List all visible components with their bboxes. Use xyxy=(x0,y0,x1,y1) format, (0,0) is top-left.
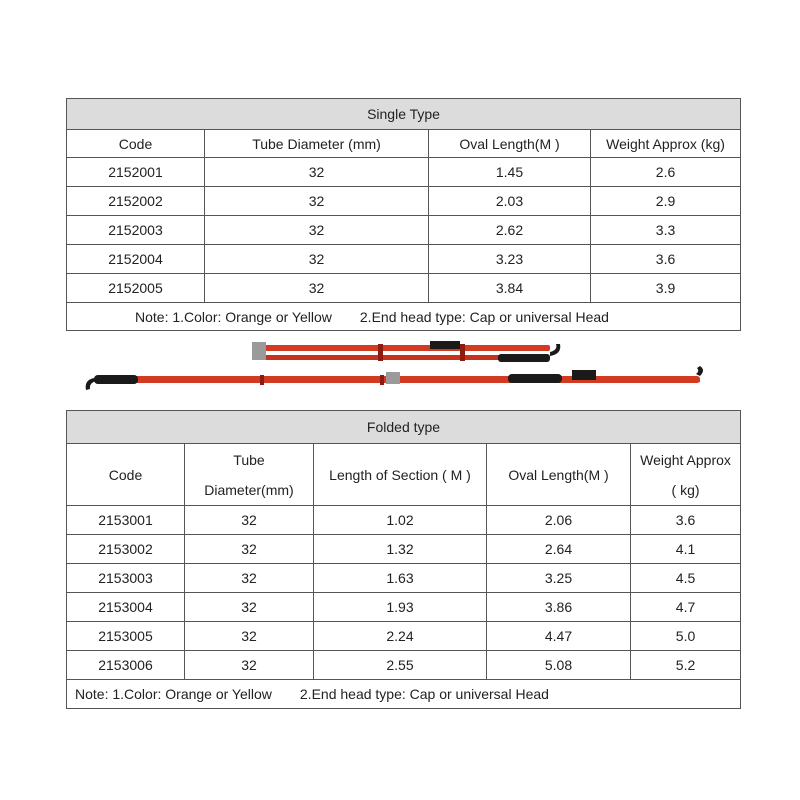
cell-tube-diameter: 32 xyxy=(185,564,314,593)
header-weight-line1: Weight Approx xyxy=(640,451,731,468)
hook-head xyxy=(252,342,266,360)
cell-weight: 2.6 xyxy=(591,158,741,187)
clamp xyxy=(386,372,400,384)
table-row xyxy=(67,187,741,216)
cell-weight: 3.6 xyxy=(591,245,741,274)
table-row xyxy=(67,245,741,274)
single-type-note xyxy=(67,303,741,331)
cell-code: 2153001 xyxy=(67,506,185,535)
folded-type-title: Folded type xyxy=(67,411,741,444)
cell-oval-length: 3.23 xyxy=(429,245,591,274)
header-tube-line2: Diameter(mm) xyxy=(204,481,294,498)
table-row xyxy=(67,622,741,651)
cell-length-of-section: 1.93 xyxy=(314,593,487,622)
cell-tube-diameter: 32 xyxy=(185,535,314,564)
cell-code: 2153006 xyxy=(67,651,185,680)
note-end-head: 2.End head type: Cap or universal Head xyxy=(359,308,609,325)
clamp xyxy=(572,370,596,380)
hook-icon xyxy=(696,366,703,376)
cell-weight: 2.9 xyxy=(591,187,741,216)
cell-tube-diameter: 32 xyxy=(185,622,314,651)
cell-oval-length: 1.45 xyxy=(429,158,591,187)
clamp xyxy=(430,341,460,349)
cell-weight: 4.1 xyxy=(631,535,741,564)
cell-tube-diameter: 32 xyxy=(205,158,429,187)
cell-oval-length: 2.64 xyxy=(487,535,631,564)
cell-tube-diameter: 32 xyxy=(205,274,429,303)
cell-code: 2153003 xyxy=(67,564,185,593)
cell-oval-length: 4.47 xyxy=(487,622,631,651)
header-oval-length: Oval Length(M ) xyxy=(429,130,591,158)
cell-weight: 4.5 xyxy=(631,564,741,593)
single-type-table xyxy=(66,98,741,331)
grip-handle xyxy=(508,374,562,383)
table-row xyxy=(67,274,741,303)
pole-joint xyxy=(378,344,383,361)
grip-handle xyxy=(94,375,138,384)
pole-body xyxy=(260,345,550,351)
cell-length-of-section: 1.63 xyxy=(314,564,487,593)
cell-code: 2153005 xyxy=(67,622,185,651)
hook-icon xyxy=(550,344,560,356)
cell-length-of-section: 2.24 xyxy=(314,622,487,651)
cell-code: 2153004 xyxy=(67,593,185,622)
header-code: Code xyxy=(67,444,185,506)
cell-tube-diameter: 32 xyxy=(205,216,429,245)
header-weight xyxy=(631,444,741,506)
table-row xyxy=(67,216,741,245)
header-length-of-section: Length of Section ( M ) xyxy=(314,444,487,506)
cell-code: 2153002 xyxy=(67,535,185,564)
cell-tube-diameter: 32 xyxy=(185,651,314,680)
cell-tube-diameter: 32 xyxy=(205,245,429,274)
cell-oval-length: 5.08 xyxy=(487,651,631,680)
header-code: Code xyxy=(67,130,205,158)
cell-code: 2152001 xyxy=(67,158,205,187)
cell-weight: 3.9 xyxy=(591,274,741,303)
cell-code: 2152002 xyxy=(67,187,205,216)
header-tube-diameter: Tube Diameter (mm) xyxy=(205,130,429,158)
header-weight-line2: ( kg) xyxy=(671,481,700,498)
grip-handle xyxy=(498,354,550,362)
cell-length-of-section: 2.55 xyxy=(314,651,487,680)
table-row xyxy=(67,535,741,564)
cell-code: 2152005 xyxy=(67,274,205,303)
note-end-head: 2.End head type: Cap or universal Head xyxy=(299,686,549,702)
table-row xyxy=(67,506,741,535)
note-color: Note: 1.Color: Orange or Yellow xyxy=(75,686,272,702)
folded-type-table xyxy=(66,410,741,709)
cell-code: 2152003 xyxy=(67,216,205,245)
cell-oval-length: 2.03 xyxy=(429,187,591,216)
cell-weight: 5.0 xyxy=(631,622,741,651)
cell-weight: 3.3 xyxy=(591,216,741,245)
header-tube-line1: Tube xyxy=(233,451,265,468)
header-weight: Weight Approx (kg) xyxy=(591,130,741,158)
header-oval-length: Oval Length(M ) xyxy=(487,444,631,506)
single-type-title: Single Type xyxy=(67,99,741,130)
folded-pole-image xyxy=(252,341,560,362)
cell-code: 2152004 xyxy=(67,245,205,274)
cell-oval-length: 3.25 xyxy=(487,564,631,593)
cell-weight: 5.2 xyxy=(631,651,741,680)
cell-oval-length: 2.06 xyxy=(487,506,631,535)
pole-tip xyxy=(600,378,700,382)
cell-oval-length: 3.86 xyxy=(487,593,631,622)
single-pole-image xyxy=(86,366,703,390)
cell-weight: 4.7 xyxy=(631,593,741,622)
cell-oval-length: 2.62 xyxy=(429,216,591,245)
pole-joint xyxy=(460,344,465,361)
cell-tube-diameter: 32 xyxy=(185,593,314,622)
cell-oval-length: 3.84 xyxy=(429,274,591,303)
pole-joint xyxy=(380,375,384,385)
table-row xyxy=(67,158,741,187)
table-row xyxy=(67,651,741,680)
table-row xyxy=(67,593,741,622)
cell-length-of-section: 1.02 xyxy=(314,506,487,535)
table-row xyxy=(67,564,741,593)
cell-tube-diameter: 32 xyxy=(205,187,429,216)
folded-type-note xyxy=(67,680,741,709)
note-color: Note: 1.Color: Orange or Yellow xyxy=(135,308,332,325)
insulating-pole-illustration xyxy=(80,338,720,398)
header-tube-diameter xyxy=(185,444,314,506)
pole-joint xyxy=(260,375,264,385)
hook-icon xyxy=(86,378,96,390)
cell-length-of-section: 1.32 xyxy=(314,535,487,564)
cell-weight: 3.6 xyxy=(631,506,741,535)
cell-tube-diameter: 32 xyxy=(185,506,314,535)
